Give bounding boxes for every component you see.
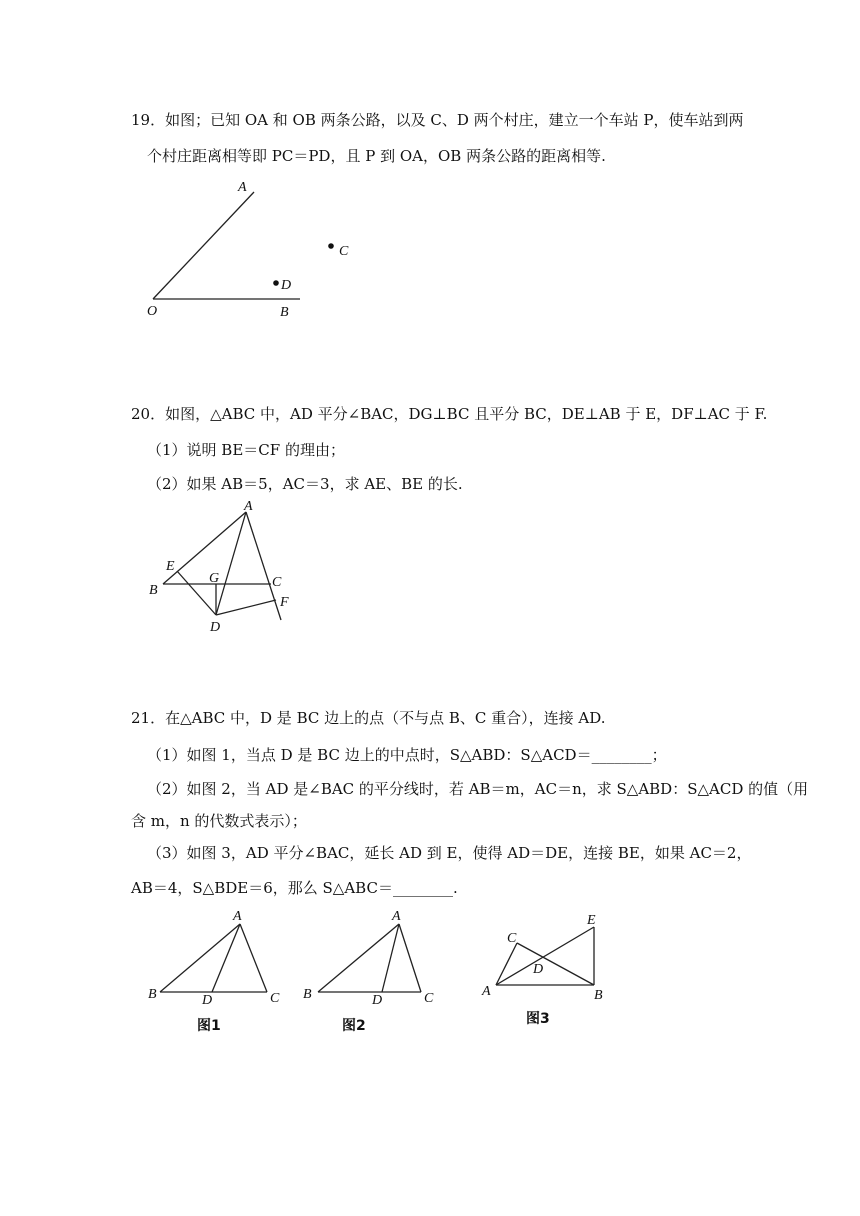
- seg-ad: [212, 924, 240, 992]
- point-c: [328, 243, 334, 249]
- q21-line-3: （2）如图 2，当 AD 是∠BAC 的平分线时，若 AB＝m，AC＝n，求 S△ABD：S△ACD 的值（用: [147, 780, 809, 798]
- label-d: D: [202, 993, 213, 1008]
- label-d: D: [281, 278, 292, 293]
- q19-line-2: 个村庄距离相等即 PC＝PD，且 P 到 OA，OB 两条公路的距离相等.: [147, 147, 606, 165]
- q21-figure-3: [475, 905, 620, 1005]
- q20-line-2: （1）说明 BE＝CF 的理由；: [147, 441, 345, 459]
- q19-figure: [140, 175, 370, 325]
- q20-line-1: 20．如图，△ABC 中，AD 平分∠BAC，DG⊥BC 且平分 BC，DE⊥AB 于 E，DF⊥AC 于 F.: [131, 405, 768, 423]
- label-d: D: [372, 993, 383, 1008]
- label-a: A: [482, 984, 491, 999]
- q21-line-2: （1）如图 1，当点 D 是 BC 边上的中点时，S△ABD：S△ACD＝________；: [147, 746, 667, 764]
- q21-line-6: AB＝4，S△BDE＝6，那么 S△ABC＝________.: [131, 879, 458, 897]
- q21-line-1: 21．在△ABC 中，D 是 BC 边上的点（不与点 B、C 重合），连接 AD.: [131, 709, 606, 727]
- label-a: A: [244, 499, 253, 514]
- label-b: B: [280, 305, 289, 320]
- seg-ad: [216, 512, 246, 615]
- ray-oa: [153, 192, 254, 299]
- q21-line-5: （3）如图 3，AD 平分∠BAC，延长 AD 到 E，使得 AD＝DE，连接 BE，如果 AC＝2，: [147, 844, 752, 862]
- label-b: B: [594, 988, 603, 1003]
- label-b: B: [148, 987, 157, 1002]
- seg-ac: [240, 924, 267, 992]
- label-e: E: [166, 559, 175, 574]
- label-a: A: [233, 909, 242, 924]
- point-d: [273, 280, 279, 286]
- label-b: B: [303, 987, 312, 1002]
- q21-line-4: 含 m，n 的代数式表示）；: [131, 812, 307, 830]
- label-c: C: [339, 244, 349, 259]
- label-c: C: [270, 991, 280, 1006]
- q20-figure: [140, 495, 320, 640]
- label-c: C: [272, 575, 282, 590]
- seg-ad: [382, 924, 399, 992]
- label-e: E: [587, 913, 596, 928]
- label-c: C: [424, 991, 434, 1006]
- q21-figure-2: [295, 905, 445, 1010]
- seg-ac: [399, 924, 421, 992]
- seg-ba: [160, 924, 240, 992]
- q19-line-1: 19．如图；已知 OA 和 OB 两条公路，以及 C、D 两个村庄，建立一个车站 P，使车站到两: [131, 111, 744, 129]
- q20-line-3: （2）如果 AB＝5，AC＝3，求 AE、BE 的长.: [147, 475, 463, 493]
- seg-df: [216, 600, 276, 615]
- label-f: F: [280, 595, 289, 610]
- seg-ba: [318, 924, 399, 992]
- label-d: D: [533, 962, 544, 977]
- label-a: A: [392, 909, 401, 924]
- label-b: B: [149, 583, 158, 598]
- figure-1-caption: 图1: [197, 1018, 221, 1034]
- figure-3-caption: 图3: [526, 1011, 550, 1027]
- figure-2-caption: 图2: [342, 1018, 366, 1034]
- label-g: G: [209, 571, 220, 586]
- label-d: D: [210, 620, 221, 635]
- seg-ab: [163, 512, 246, 584]
- seg-ac-extended: [246, 512, 281, 620]
- label-o: O: [147, 304, 158, 319]
- q21-figure-1: [140, 905, 290, 1010]
- label-c: C: [507, 931, 517, 946]
- label-a: A: [238, 180, 247, 195]
